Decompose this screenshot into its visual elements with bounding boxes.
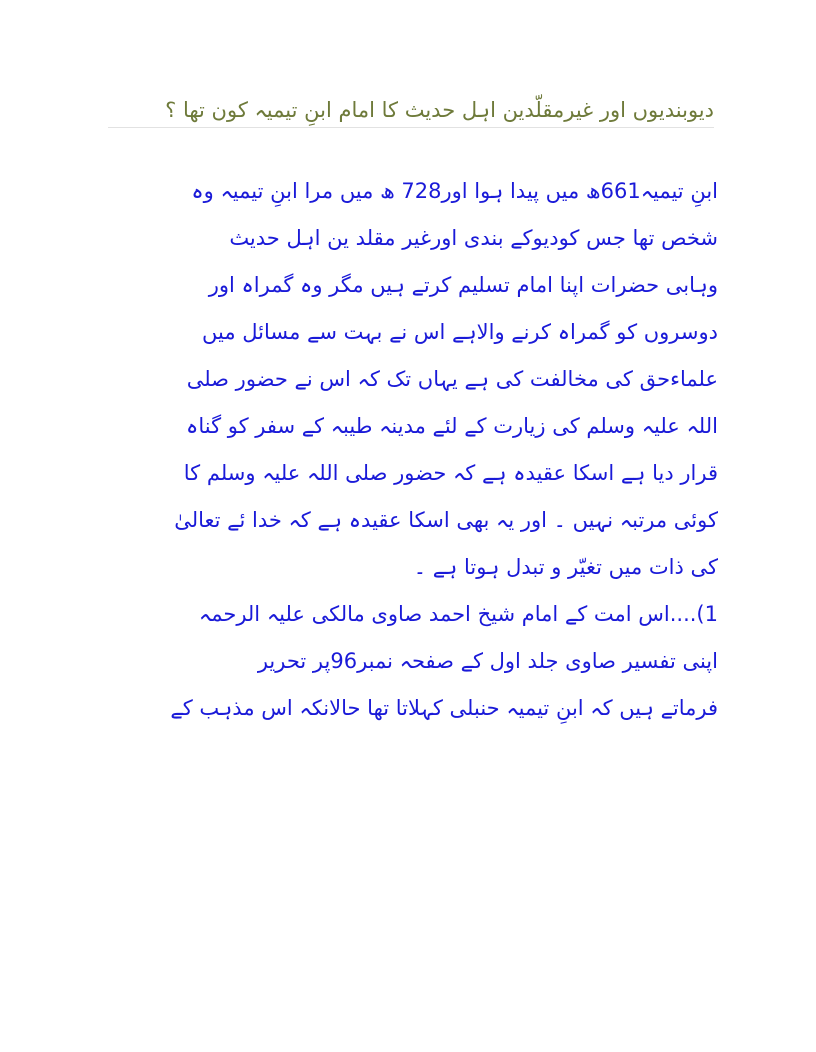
body-line: قرار دیا ہے اسکا عقیدہ ہے کہ حضور صلی اللہ علیہ وسلم کا bbox=[183, 461, 718, 485]
document-body bbox=[70, 168, 718, 732]
body-line: 1)....اس امت کے امام شیخ احمد صاوی مالکی علیہ الرحمہ bbox=[198, 602, 718, 626]
body-line: کی ذات میں تغیّر و تبدل ہوتا ہے ۔ bbox=[413, 555, 718, 579]
body-line: اپنی تفسیر صاوی جلد اول کے صفحہ نمبر96پر تحریر bbox=[257, 649, 718, 673]
body-line: اللہ علیہ وسلم کی زیارت کے لئے مدینہ طیبہ کے سفر کو گناہ bbox=[186, 414, 718, 438]
body-line: علماءحق کی مخالفت کی ہے یہاں تک کہ اس نے حضور صلی bbox=[186, 367, 718, 391]
body-line: شخص تھا جس کودیوکے بندی اورغیر مقلد ین اہل حدیث bbox=[229, 226, 718, 250]
document-title: دیوبندیوں اور غیرمقلّدین اہل حدیث کا امام ابنِ تیمیہ کون تھا ؟ bbox=[108, 96, 714, 128]
body-line: دوسروں کو گمراہ کرنے والاہے اس نے بہت سے مسائل میں bbox=[202, 320, 718, 344]
body-line: ابنِ تیمیہ661ھ میں پیدا ہوا اور728 ھ میں مرا ابنِ تیمیہ وہ bbox=[191, 179, 718, 203]
body-line: وہابی حضرات اپنا امام تسلیم کرتے ہیں مگر وہ گمراہ اور bbox=[208, 273, 718, 297]
body-line: کوئی مرتبہ نہیں ۔ اور یہ بھی اسکا عقیدہ ہے کہ خدا ئے تعالیٰ bbox=[174, 508, 718, 532]
body-line: فرماتے ہیں کہ ابنِ تیمیہ حنبلی کہلاتا تھا حالانکہ اس مذہب کے bbox=[170, 696, 718, 720]
